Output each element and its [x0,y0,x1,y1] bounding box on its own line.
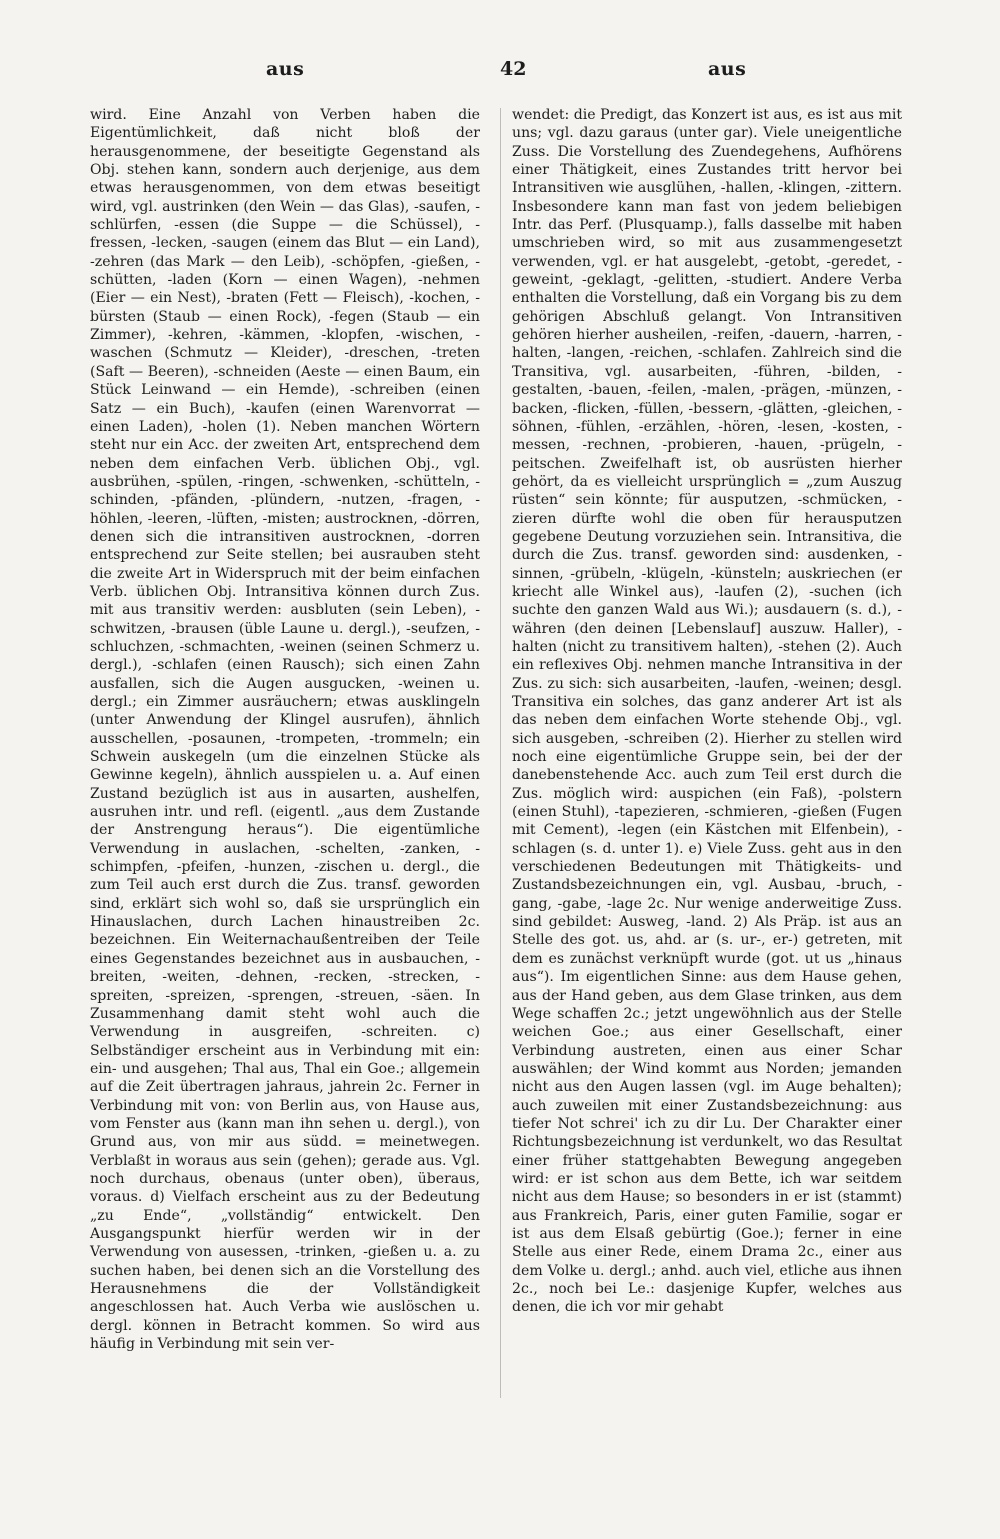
running-header [88,58,928,88]
header-left-word: aus [266,58,305,80]
right-column-text: wendet: die Predigt, das Konzert ist aus, es ist aus mit uns; vgl. dazu garaus (unter gar). Viele uneigentliche Zuss. Die Vorstellung des Zuendegehens, Aufhörens einer Thätigkeit, eines Zustandes tritt hervor bei Intransitiven wie ausglühen, -hallen, -klingen, -zittern. Insbesondere kann man fast von jedem beliebigen Intr. das Perf. (Plusquamp.), falls dasselbe mit haben umschrieben wird, so mit aus zusammengesetzt verwenden, vgl. er hat ausgelebt, -getobt, -geredet, -geweint, -geklagt, -gelitten, -studiert. Andere Verba enthalten die Vorstellung, daß ein Vorgang bis zu dem gehörigen Abschluß gelangt. Von Intransitiven gehören hierher ausheilen, -reifen, -dauern, -harren, -halten, -langen, -reichen, -schlafen. Zahlreich sind die Transitiva, vgl. ausarbeiten, -führen, -bilden, -gestalten, -bauen, -feilen, -malen, -prägen, -münzen, -backen, -flicken, -füllen, -bessern, -glätten, -gleichen, -söhnen, -fühlen, -erzählen, -hören, -lesen, -kosten, -messen, -rechnen, -probieren, -hauen, -prügeln, -peitschen. Zweifelhaft ist, ob ausrüsten hierher gehört, da es vielleicht ursprünglich = „zum Auszug rüsten“ sein könnte; für ausputzen, -schmücken, -zieren dürfte wohl die oben für herausputzen gegebene Deutung vorzuziehen sein. Intransitiva, die durch die Zus. transf. geworden sind: ausdenken, -sinnen, -grübeln, -klügeln, -künsteln; auskriechen (er kriecht alle Winkel aus), -laufen (2), -suchen (ich suchte den ganzen Wald aus Wi.); ausdauern (s. d.), -währen (den deinen [Lebenslauf] auszuw. Haller), -halten (nicht zu transitivem halten), -stehen (2). Auch ein reflexives Obj. nehmen manche Intransitiva in der Zus. zu sich: sich ausarbeiten, -laufen, -weinen; desgl. Transitiva ein solches, das ganz anderer Art ist als das neben dem einfachen Worte stehende Obj., vgl. sich ausgeben, -schreiben (2). Hierher zu stellen wird noch eine eigentümliche Gruppe sein, bei der der danebenstehende Acc. auch zum Teil erst durch die Zus. möglich wird: auspichen (ein Faß), -polstern (einen Stuhl), -tapezieren, -schmieren, -gießen (Fugen mit Cement), -legen (ein Kästchen mit Elfenbein), -schlagen (s. d. unter 1). e) Viele Zuss. geht aus in den verschiedenen Bedeutungen mit Thätigkeits- und Zustandsbezeichnungen ein, vgl. Ausbau, -bruch, -gang, -gabe, -lage 2c. Nur wenige anderweitige Zuss. sind gebildet: Ausweg, -land. 2) Als Präp. ist aus an Stelle des got. us, ahd. ar (s. ur-, er-) getreten, mit dem es zunächst verknüpft wurde (got. ut us „hinaus aus“). Im eigentlichen Sinne: aus dem Hause gehen, aus der Hand geben, aus dem Glase trinken, aus dem Wege schaffen 2c.; jetzt ungewöhnlich aus der Stelle weichen Goe.; aus einer Gesellschaft, einer Verbindung austreten, einen aus einer Schar auswählen; der Wind kommt aus Norden; jemanden nicht aus den Augen lassen (vgl. im Auge behalten); auch zuweilen mit einer Zustandsbezeichnung: aus tiefer Not schrei' ich zu dir Lu. Der Charakter einer Richtungsbezeichnung ist verdunkelt, wo das Resultat einer früher stattgehabten Bewegung angegeben wird: er ist schon aus dem Bette, ich war seitdem nicht aus dem Hause; so besonders in er ist (stammt) aus Frankreich, Paris, einer guten Familie, sogar er ist aus dem Elsaß gebürtig (Goe.); ferner in eine Stelle aus einer Rede, einem Drama 2c., einer aus dem Volke u. dergl.; anhd. auch viel, etliche aus ihnen 2c., noch bei Le.: dasjenige Kupfer, welches aus denen, die ich vor mir gehabt [512,107,902,1316]
left-column-text: wird. Eine Anzahl von Verben haben die Eigentümlichkeit, daß nicht bloß der herausgenommene, der beseitigte Gegenstand als Obj. stehen kann, sondern auch derjenige, aus dem etwas herausgenommen, von dem etwas beseitigt wird, vgl. austrinken (den Wein — das Glas), -saufen, -schlürfen, -essen (die Suppe — die Schüssel), -fressen, -lecken, -saugen (einem das Blut — ein Land), -zehren (das Mark — den Leib), -schöpfen, -gießen, -schütten, -laden (Korn — einen Wagen), -nehmen (Eier — ein Nest), -braten (Fett — Fleisch), -kochen, -bürsten (Staub — einen Rock), -fegen (Staub — ein Zimmer), -kehren, -kämmen, -klopfen, -wischen, -waschen (Schmutz — Kleider), -dreschen, -treten (Saft — Beeren), -schneiden (Aeste — einen Baum, ein Stück Leinwand — ein Hemde), -schreiben (einen Satz — ein Buch), -kaufen (einen Warenvorrat — einen Laden), -holen (1). Neben manchen Wörtern steht nur ein Acc. der zweiten Art, entsprechend dem neben dem einfachen Verb. üblichen Obj., vgl. ausbrühen, -spülen, -ringen, -schwenken, -schütteln, -schinden, -pfänden, -plündern, -nutzen, -fragen, -höhlen, -leeren, -lüften, -misten; austrocknen, -dörren, denen sich die intransitiven austrocknen, -dorren entsprechend zur Seite stellen; bei ausrauben steht die zweite Art in Widerspruch mit der beim einfachen Verb. üblichen Obj. Intransitiva können durch Zus. mit aus transitiv werden: ausbluten (sein Leben), -schwitzen, -brausen (üble Laune u. dergl.), -seufzen, -schluchzen, -schmachten, -weinen (seinen Schmerz u. dergl.), -schlafen (einen Rausch); sich einen Zahn ausfallen, sich die Augen ausgucken, -weinen u. dergl.; ein Zimmer ausräuchern; etwas ausklingeln (unter Anwendung der Klingel ausrufen), ähnlich ausschellen, -posaunen, -trompeten, -trommeln; ein Schwein auskegeln (um die einzelnen Stücke als Gewinne kegeln), ähnlich ausspielen u. a. Auf einen Zustand bezüglich ist aus in ausarten, aushelfen, ausruhen intr. und refl. (eigentl. „aus dem Zustande der Anstrengung heraus“). Die eigentümliche Verwendung in auslachen, -schelten, -zanken, -schimpfen, -pfeifen, -hunzen, -zischen u. dergl., die zum Teil auch erst durch die Zus. transf. geworden sind, erklärt sich wohl so, daß sie ursprünglich ein Hinauslachen, durch Lachen hinaustreiben 2c. bezeichnen. Ein Weiternachaußentreiben der Teile eines Gegenstandes bezeichnet aus in ausbauchen, -breiten, -weiten, -dehnen, -recken, -strecken, -spreiten, -spreizen, -sprengen, -streuen, -säen. In Zusammenhang damit steht wohl auch die Verwendung in ausgreifen, -schreiten. c) Selbständiger erscheint aus in Verbindung mit ein: ein- und ausgehen; Thal aus, Thal ein Goe.; allgemein auf die Zeit übertragen jahraus, jahrein 2c. Ferner in Verbindung mit von: von Berlin aus, von Hause aus, vom Fenster aus (kann man ihn sehen u. dergl.), von Grund aus, von mir aus südd. = meinetwegen. Verblaßt in woraus aus sein (gehen); gerade aus. Vgl. noch durchaus, obenaus (unter oben), überaus, voraus. d) Vielfach erscheint aus zu der Bedeutung „zu Ende“, „vollständig“ entwickelt. Den Ausgangspunkt hierfür werden wir in der Verwendung von ausessen, -trinken, -gießen u. a. zu suchen haben, bei denen sich an die Vorstellung des Herausnehmens die der Vollständigkeit angeschlossen hat. Auch Verba wie auslöschen u. dergl. können in Betracht kommen. So wird aus häufig in Verbindung mit sein ver- [90,107,480,1353]
page-number: 42 [500,58,527,80]
right-text-column [512,106,902,1317]
column-divider [500,108,501,1398]
left-text-column [90,106,480,1353]
header-right-word: aus [708,58,747,80]
